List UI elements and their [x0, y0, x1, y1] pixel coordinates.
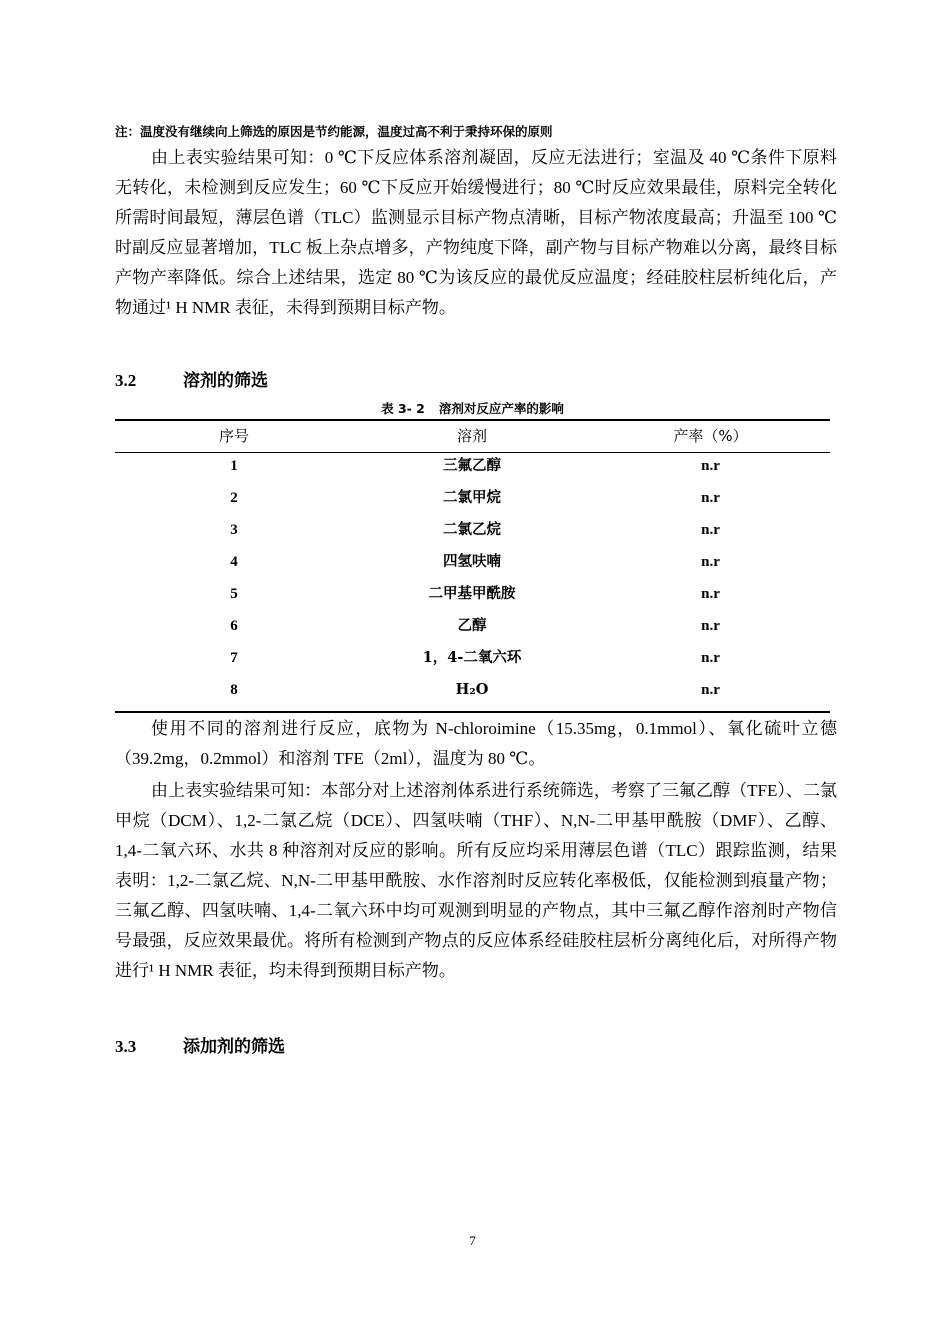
section-number: 3.3: [115, 1037, 137, 1056]
table-header-row: [115, 421, 830, 453]
table-row: [115, 483, 830, 515]
row-solvent: 二氯甲烷: [443, 489, 501, 506]
table-row: [115, 611, 830, 643]
table-footnote: 注：温度没有继续向上筛选的原因是节约能源，温度过高不利于秉持环保的原则: [115, 124, 553, 139]
table-row: [115, 451, 830, 483]
table-row: [115, 643, 830, 675]
row-solvent: 乙醇: [457, 617, 487, 634]
row-yield: n.r: [701, 586, 720, 602]
table-caption: [115, 399, 830, 417]
row-solvent: 1，4-二氧六环: [422, 649, 522, 666]
section-heading-3-2: [115, 366, 268, 391]
row-index: 8: [230, 682, 238, 698]
row-yield: n.r: [701, 650, 720, 666]
table-row: [115, 515, 830, 547]
row-solvent: 四氢呋喃: [443, 553, 501, 570]
table-bottom-rule: [115, 711, 830, 713]
section-title: 溶剂的筛选: [183, 371, 268, 391]
table-row: [115, 547, 830, 579]
table-caption-label: 表 3- 2: [381, 401, 425, 416]
section-heading-3-3: [115, 1032, 285, 1057]
row-solvent: H₂O: [455, 681, 489, 698]
row-solvent: 二氯乙烷: [443, 521, 501, 538]
row-index: 4: [230, 554, 238, 570]
table-row: [115, 675, 830, 707]
section-number: 3.2: [115, 371, 137, 390]
row-yield: n.r: [701, 682, 720, 698]
header-cell-solvent: 溶剂: [456, 427, 487, 445]
row-index: 1: [230, 458, 238, 474]
row-index: 2: [230, 490, 238, 506]
header-cell-index: 序号: [218, 427, 249, 445]
row-solvent: 三氟乙醇: [443, 457, 501, 474]
table-caption-title: 溶剂对反应产率的影响: [438, 401, 564, 416]
paragraph-solvent-results: 由上表实验结果可知：本部分对上述溶剂体系进行系统筛选，考察了三氟乙醇（TFE）、二氯甲烷（DCM）、1,2-二氯乙烷（DCE）、四氢呋喃（THF）、N,N-二甲基甲酰胺（DMF）、乙醇、1,4-二氧六环、水共 8 种溶剂对反应的影响。所有反应均采用薄层色谱（TLC）跟踪监测，结果表明：1,2-二氯乙烷、N,N-二甲基甲酰胺、水作溶剂时反应转化率极低，仅能检测到痕量产物；三氟乙醇、四氢呋喃、1,4-二氧六环中均可观测到明显的产物点，其中三氟乙醇作溶剂时产物信号最强，反应效果最优。将所有检测到产物点的反应体系经硅胶柱层析分离纯化后，对所得产物进行¹ H NMR 表征，均未得到预期目标产物。: [115, 781, 837, 980]
header-cell-yield: 产率（%）: [673, 427, 748, 445]
page-number: 7: [469, 1233, 476, 1248]
section-title: 添加剂的筛选: [183, 1037, 285, 1057]
row-yield: n.r: [701, 458, 720, 474]
row-yield: n.r: [701, 522, 720, 538]
row-index: 5: [230, 586, 238, 602]
row-yield: n.r: [701, 618, 720, 634]
row-solvent: 二甲基甲酰胺: [428, 585, 516, 602]
row-index: 3: [230, 522, 238, 538]
row-yield: n.r: [701, 490, 720, 506]
table-row: [115, 579, 830, 611]
row-yield: n.r: [701, 554, 720, 570]
paragraph-reaction-conditions: 使用不同的溶剂进行反应，底物为 N-chloroimine（15.35mg，0.1mmol）、氧化硫叶立德（39.2mg，0.2mmol）和溶剂 TFE（2ml），温度为 80 ℃。: [115, 719, 837, 768]
row-index: 6: [230, 618, 238, 634]
row-index: 7: [230, 650, 238, 666]
paragraph-temperature-results: 由上表实验结果可知：0 ℃下反应体系溶剂凝固，反应无法进行；室温及 40 ℃条件下原料无转化，未检测到反应发生；60 ℃下反应开始缓慢进行；80 ℃时反应效果最佳，原料完全转化所需时间最短，薄层色谱（TLC）监测显示目标产物点清晰，目标产物浓度最高；升温至 100 ℃时副反应显著增加，TLC 板上杂点增多，产物纯度下降，副产物与目标产物难以分离，最终目标产物产率降低。综合上述结果，选定 80 ℃为该反应的最优反应温度；经硅胶柱层析纯化后，产物通过¹ H NMR 表征，未得到预期目标产物。: [115, 148, 837, 317]
